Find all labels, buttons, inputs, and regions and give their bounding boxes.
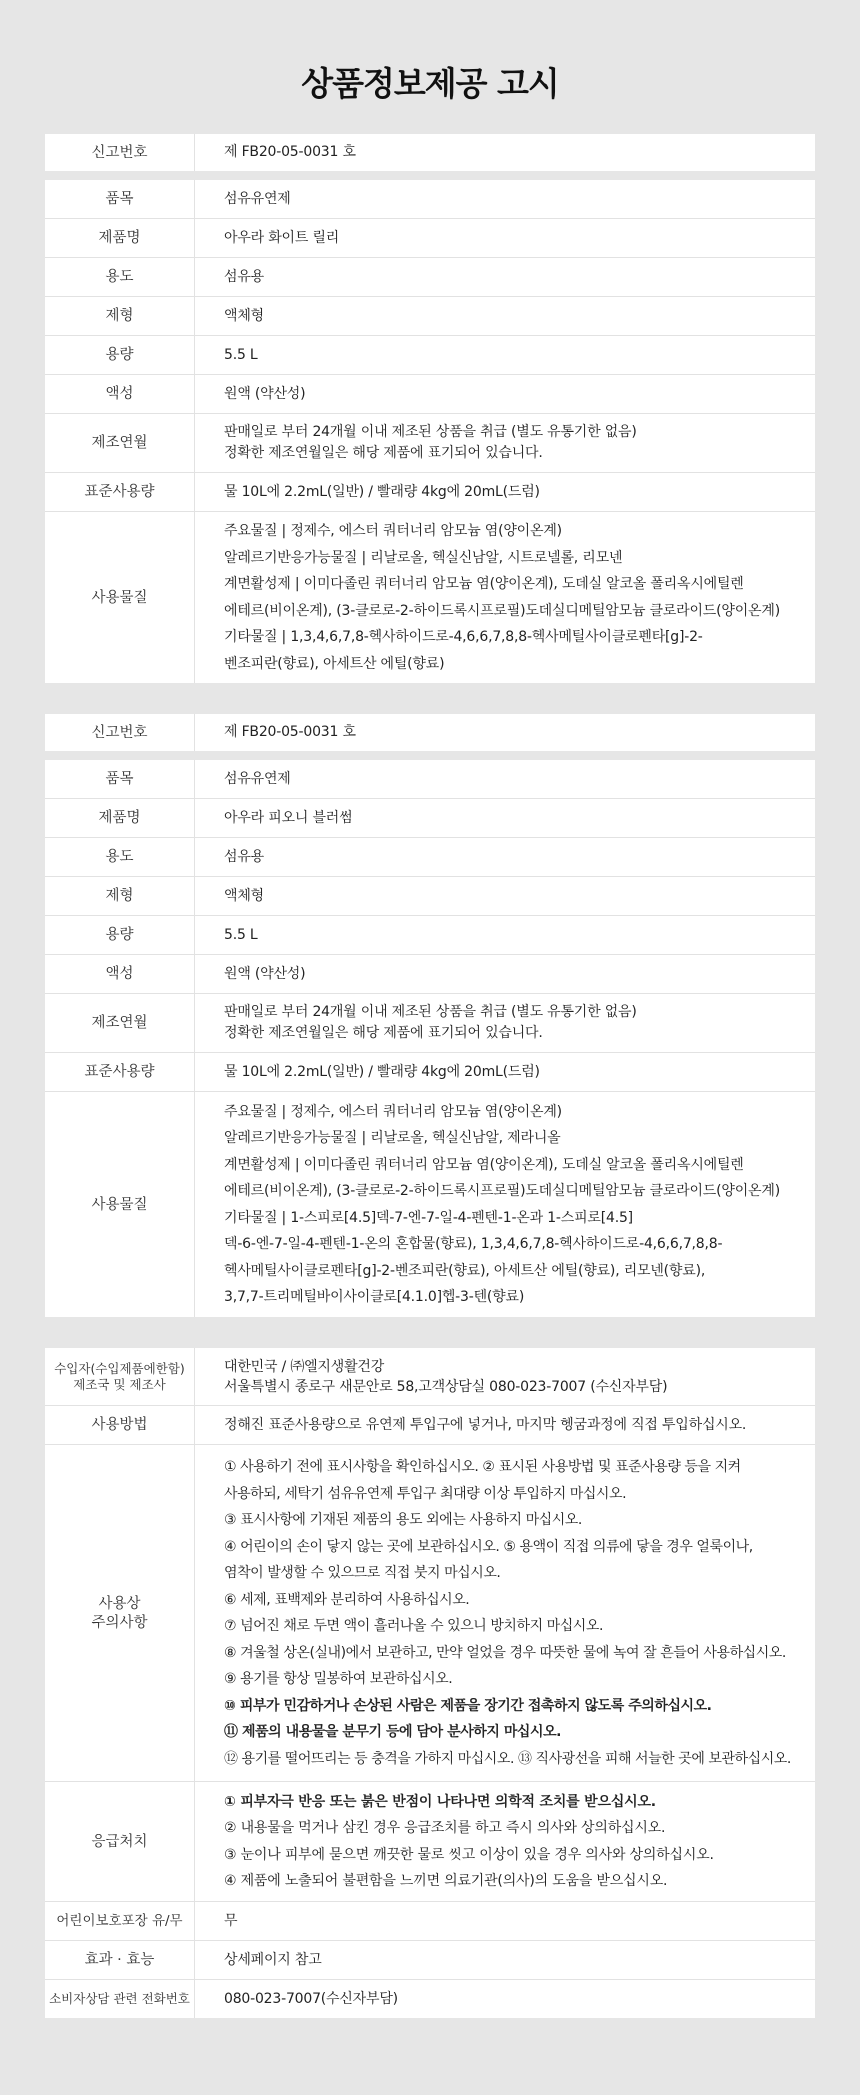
product-row-manufacture-date xyxy=(45,993,815,1052)
product-row-category xyxy=(45,180,815,218)
caution-line: ① 사용하기 전에 표시사항을 확인하십시오. ② 표시된 사용방법 및 표준사용량 등을 지켜 xyxy=(224,1459,741,1475)
common-info-table xyxy=(45,1348,815,2018)
row-value: 물 10L에 2.2mL(일반) / 빨래량 4kg에 20mL(드럼) xyxy=(224,1063,540,1080)
product-row-ph xyxy=(45,374,815,413)
caution-line: 염착이 발생할 수 있으므로 직접 붓지 마십시오. xyxy=(224,1565,501,1581)
importer-label-line: 제조국 및 제조사 xyxy=(73,1376,166,1392)
product-info-table-1 xyxy=(45,180,815,683)
row-value: 원액 (약산성) xyxy=(224,965,306,982)
efficacy-label: 효과 · 효능 xyxy=(45,1941,195,1979)
consumer-phone-label: 소비자상담 관련 전화번호 xyxy=(45,1980,195,2018)
efficacy-row xyxy=(45,1940,815,1979)
report-number-row xyxy=(45,134,815,171)
report-number-label: 신고번호 xyxy=(45,714,195,751)
consumer-phone-value: 080-023-7007(수신자부담) xyxy=(224,1990,398,2007)
row-value: 물 10L에 2.2mL(일반) / 빨래량 4kg에 20mL(드럼) xyxy=(224,483,540,500)
report-number-value: 제 FB20-05-0031 호 xyxy=(224,144,356,161)
first-aid-value xyxy=(195,1782,815,1901)
cautions-label-line: 주의사항 xyxy=(91,1614,148,1631)
row-label: 액성 xyxy=(45,955,195,993)
row-value: 주요물질 | 정제수, 에스터 쿼터너리 암모늄 염(양이온계) 알레르기반응가능물질 | 리날로올, 헥실신남알, 제라니올 계면활성제 | 이미다졸린 쿼터너리 암모늄 염(양이온계), 도데실 알코올 폴리옥시에틸렌 에테르(비이온계), (3-클로로-2-하이드록시프로필)도데실디메틸암모늄 클로라이드(양이온계) 기타물질 | 1-스피로[4.5]덱-7-엔-7-일-4-펜텐-1-온과 1-스피로[4.5] 덱-6-엔-7-일-4-펜텐-1-온의 혼합물(향료), 1,3,4,6,7,8-헥사하이드로-4,6,6,7,8,8- 헥사메틸사이클로펜타[g]-2-벤조피란(향료), 아세트산 에틸(향료), 리모넨(향료), 3,7,7-트리메틸바이사이클로[4.1.0]헵-3-텐(향료) xyxy=(224,1103,780,1305)
caution-line: ④ 어린이의 손이 닿지 않는 곳에 보관하십시오. ⑤ 용액이 직접 의류에 닿을 경우 얼룩이나, xyxy=(224,1538,753,1555)
row-value: 섬유유연제 xyxy=(224,190,291,207)
usage-method-value: 정해진 표준사용량으로 유연제 투입구에 넣거나, 마지막 헹굼과정에 직접 투입하십시오. xyxy=(224,1416,747,1433)
caution-line-bold: ⑩ 피부가 민감하거나 손상된 사람은 제품을 장기간 접촉하지 않도록 주의하십시오. xyxy=(224,1697,712,1714)
product-row-substances xyxy=(45,511,815,683)
row-label: 제조연월 xyxy=(45,994,195,1052)
report-number-row xyxy=(45,714,815,751)
product-row-form xyxy=(45,296,815,335)
product-row-volume xyxy=(45,915,815,954)
row-value: 액체형 xyxy=(224,887,264,904)
row-label: 액성 xyxy=(45,375,195,413)
product-row-name xyxy=(45,218,815,257)
caution-line: 사용하되, 세탁기 섬유유연제 투입구 최대량 이상 투입하지 마십시오. xyxy=(224,1485,627,1502)
first-aid-line: ④ 제품에 노출되어 불편함을 느끼면 의료기관(의사)의 도움을 받으십시오. xyxy=(224,1873,668,1889)
row-value: 아우라 피오니 블러썸 xyxy=(224,809,353,826)
child-pack-value: 무 xyxy=(224,1912,238,1929)
row-value: 5.5 L xyxy=(224,346,258,363)
product-row-substances xyxy=(45,1091,815,1317)
importer-value: 대한민국 / ㈜엘지생활건강 서울특별시 종로구 새문안로 58,고객상담실 080-023-7007 (수신자부담) xyxy=(224,1358,668,1395)
product-row-purpose xyxy=(45,257,815,296)
first-aid-line: ③ 눈이나 피부에 묻으면 깨끗한 물로 씻고 이상이 있을 경우 의사와 상의하십시오. xyxy=(224,1846,714,1863)
caution-line: ③ 표시사항에 기재된 제품의 용도 외에는 사용하지 마십시오. xyxy=(224,1512,582,1528)
notice-content xyxy=(45,134,815,2018)
caution-line: ⑫ 용기를 떨어뜨리는 등 충격을 가하지 마십시오. ⑬ 직사광선을 피해 서늘한 곳에 보관하십시오. xyxy=(224,1750,791,1767)
row-value: 섬유용 xyxy=(224,848,264,865)
row-value: 판매일로 부터 24개월 이내 제조된 상품을 취급 (별도 유통기한 없음) 정확한 제조연월일은 해당 제품에 표기되어 있습니다. xyxy=(224,1004,637,1041)
report-number-value: 제 FB20-05-0031 호 xyxy=(224,724,356,741)
row-value: 5.5 L xyxy=(224,926,258,943)
consumer-phone-row xyxy=(45,1979,815,2018)
child-pack-label: 어린이보호포장 유/무 xyxy=(45,1902,195,1940)
row-value: 섬유유연제 xyxy=(224,770,291,787)
product-row-volume xyxy=(45,335,815,374)
row-label: 품목 xyxy=(45,760,195,798)
importer-row xyxy=(45,1348,815,1405)
efficacy-value: 상세페이지 참고 xyxy=(224,1951,322,1968)
row-value: 주요물질 | 정제수, 에스터 쿼터너리 암모늄 염(양이온계) 알레르기반응가능물질 | 리날로올, 헥실신남알, 시트로넬롤, 리모넨 계면활성제 | 이미다졸린 쿼터너리 암모늄 염(양이온계), 도데실 알코올 폴리옥시에틸렌 에테르(비이온계), (3-클로로-2-하이드록시프로필)도데실디메틸암모늄 클로라이드(양이온계) 기타물질 | 1,3,4,6,7,8-헥사하이드로-4,6,6,7,8,8-헥사메틸사이클로펜타[g]-2- 벤조피란(향료), 아세트산 에틸(향료) xyxy=(224,523,780,672)
row-label: 품목 xyxy=(45,180,195,218)
row-label: 제품명 xyxy=(45,219,195,257)
row-label: 제품명 xyxy=(45,799,195,837)
caution-line: ⑧ 겨울철 상온(실내)에서 보관하고, 만약 얼었을 경우 따뜻한 물에 녹여 잘 흔들어 사용하십시오. xyxy=(224,1644,786,1661)
cautions-label-line: 사용상 xyxy=(98,1595,141,1612)
first-aid-line-bold: ① 피부자극 반응 또는 붉은 반점이 나타나면 의학적 조치를 받으십시오. xyxy=(224,1793,656,1810)
row-label: 제조연월 xyxy=(45,414,195,472)
row-label: 제형 xyxy=(45,877,195,915)
row-label: 용량 xyxy=(45,916,195,954)
first-aid-line: ② 내용물을 먹거나 삼킨 경우 응급조치를 하고 즉시 의사와 상의하십시오. xyxy=(224,1820,666,1836)
report-number-table-2 xyxy=(45,714,815,751)
row-label: 사용물질 xyxy=(45,1092,195,1317)
row-value: 섬유용 xyxy=(224,268,264,285)
caution-line: ⑨ 용기를 항상 밀봉하여 보관하십시오. xyxy=(224,1671,453,1687)
row-value: 아우라 화이트 릴리 xyxy=(224,229,340,246)
caution-line: ⑥ 세제, 표백제와 분리하여 사용하십시오. xyxy=(224,1591,470,1608)
child-pack-row xyxy=(45,1901,815,1940)
row-value: 원액 (약산성) xyxy=(224,385,306,402)
row-value: 판매일로 부터 24개월 이내 제조된 상품을 취급 (별도 유통기한 없음) 정확한 제조연월일은 해당 제품에 표기되어 있습니다. xyxy=(224,424,637,461)
first-aid-row xyxy=(45,1781,815,1901)
cautions-row xyxy=(45,1444,815,1781)
report-number-label: 신고번호 xyxy=(45,134,195,171)
product-row-form xyxy=(45,876,815,915)
product-row-ph xyxy=(45,954,815,993)
caution-line: ⑦ 넘어진 채로 두면 액이 흘러나올 수 있으니 방치하지 마십시오. xyxy=(224,1618,603,1634)
row-label: 용도 xyxy=(45,838,195,876)
first-aid-label: 응급처치 xyxy=(45,1782,195,1901)
row-label: 제형 xyxy=(45,297,195,335)
usage-method-row xyxy=(45,1405,815,1444)
cautions-value xyxy=(195,1445,815,1781)
product-info-table-2 xyxy=(45,760,815,1317)
row-label: 표준사용량 xyxy=(45,1053,195,1091)
report-number-table-1 xyxy=(45,134,815,171)
usage-method-label: 사용방법 xyxy=(45,1406,195,1444)
row-label: 사용물질 xyxy=(45,512,195,683)
page-title: 상품정보제공 고시 xyxy=(301,64,559,103)
product-row-standard-usage xyxy=(45,472,815,511)
row-value: 액체형 xyxy=(224,307,264,324)
row-label: 표준사용량 xyxy=(45,473,195,511)
importer-label xyxy=(45,1348,195,1405)
product-row-purpose xyxy=(45,837,815,876)
product-row-name xyxy=(45,798,815,837)
importer-label-line: 수입자(수입제품에한함) xyxy=(54,1360,185,1376)
product-row-standard-usage xyxy=(45,1052,815,1091)
caution-line-bold: ⑪ 제품의 내용물을 분무기 등에 담아 분사하지 마십시오. xyxy=(224,1724,562,1740)
row-label: 용도 xyxy=(45,258,195,296)
product-row-manufacture-date xyxy=(45,413,815,472)
row-label: 용량 xyxy=(45,336,195,374)
product-row-category xyxy=(45,760,815,798)
cautions-label xyxy=(45,1445,195,1781)
